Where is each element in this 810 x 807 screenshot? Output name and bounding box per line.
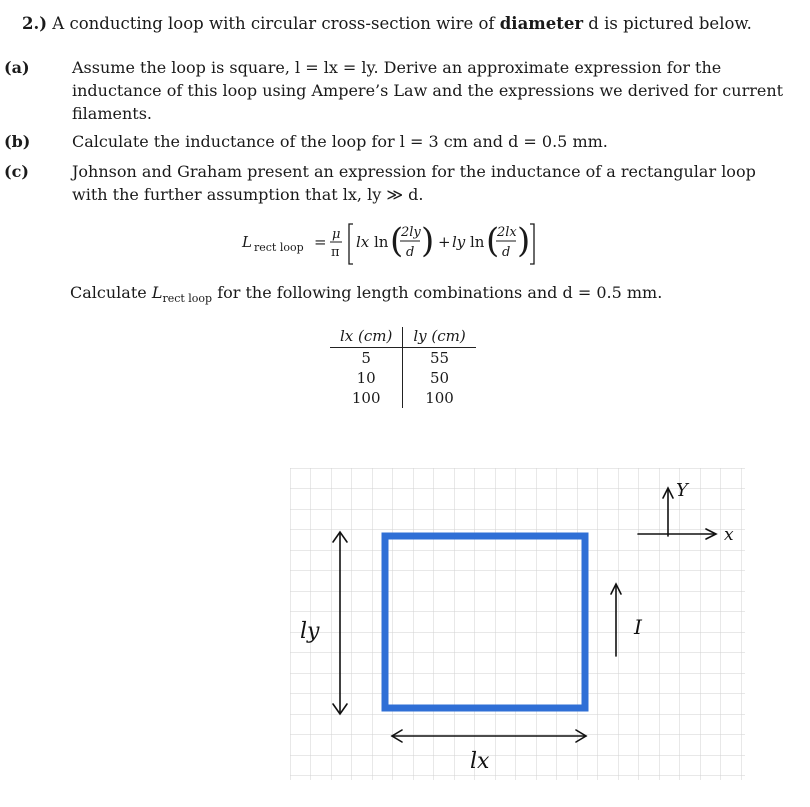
table-cell: 10 bbox=[330, 368, 403, 388]
eq-paren1-open: ( bbox=[390, 221, 404, 261]
table-cell: 100 bbox=[425, 389, 454, 407]
table-row bbox=[330, 368, 476, 388]
calc-prefix: Calculate bbox=[70, 283, 147, 302]
table-cell: 5 bbox=[330, 348, 403, 369]
length-table bbox=[330, 327, 476, 408]
table-cell: 100 bbox=[330, 388, 403, 408]
eq-lhs-sub: rect loop bbox=[254, 241, 304, 254]
eq-paren2-close: ) bbox=[517, 221, 531, 261]
problem-intro-prefix: A conducting loop with circular cross-section wire of bbox=[52, 14, 495, 33]
eq-paren2-open: ( bbox=[486, 221, 500, 261]
eq-ln2: ln bbox=[470, 233, 485, 251]
eq-frac1-num: 2ly bbox=[401, 225, 421, 240]
y-axis-label: Y bbox=[676, 480, 688, 501]
part-c bbox=[4, 160, 784, 206]
eq-term1-var: lx bbox=[356, 233, 370, 251]
problem-intro-bold: diameter bbox=[499, 14, 584, 33]
lx-label: lx bbox=[470, 749, 490, 774]
part-c-text: Johnson and Graham present an expression for the inductance of a rectangular loop with the further assumption that lx, ly ≫ d. bbox=[72, 162, 756, 204]
eq-term2-var: ly bbox=[452, 233, 466, 251]
eq-right-bracket bbox=[530, 224, 534, 264]
part-a-label: (a) bbox=[4, 58, 30, 77]
eq-left-bracket bbox=[349, 224, 353, 264]
eq-paren1-close: ) bbox=[421, 221, 435, 261]
table-header-lx: lx (cm) bbox=[330, 327, 403, 348]
part-b-label: (b) bbox=[4, 132, 31, 151]
current-label: I bbox=[634, 615, 642, 639]
eq-equals: = bbox=[314, 233, 327, 251]
table-row bbox=[330, 388, 476, 408]
inductance-equation bbox=[232, 214, 592, 270]
calc-instruction bbox=[70, 283, 662, 305]
part-a-text: Assume the loop is square, l = lx = ly. Derive an approximate expression for the inductance of this loop using Ampere’s Law and the expressions we derived for current filaments. bbox=[72, 58, 784, 123]
grid-paper bbox=[290, 468, 745, 780]
calc-L: L bbox=[151, 283, 163, 302]
table-header-ly: ly (cm) bbox=[403, 327, 476, 348]
eq-coef-den: π bbox=[331, 245, 340, 260]
eq-lhs: L bbox=[242, 233, 252, 251]
problem-number: 2.) bbox=[22, 14, 48, 33]
ly-label: ly bbox=[300, 619, 320, 644]
part-a bbox=[4, 56, 784, 125]
eq-plus: + bbox=[438, 233, 451, 251]
part-b-text: Calculate the inductance of the loop for l = 3 cm and d = 0.5 mm. bbox=[72, 132, 608, 151]
calc-L-sub: rect loop bbox=[162, 292, 213, 306]
eq-coef-num: μ bbox=[332, 227, 341, 242]
problem-intro-suffix: d is pictured below. bbox=[588, 14, 752, 33]
problem-title bbox=[22, 14, 752, 33]
part-c-label: (c) bbox=[4, 162, 29, 181]
eq-frac1-den: d bbox=[406, 245, 415, 260]
table-cell: 55 bbox=[430, 349, 450, 367]
eq-ln1: ln bbox=[374, 233, 389, 251]
part-b bbox=[4, 130, 784, 153]
table-row bbox=[330, 348, 476, 369]
calc-suffix: for the following length combinations and d = 0.5 mm. bbox=[217, 283, 663, 302]
x-axis-label: x bbox=[724, 525, 734, 545]
eq-frac2-den: d bbox=[502, 245, 511, 260]
loop-figure bbox=[290, 468, 750, 783]
table-cell: 50 bbox=[430, 369, 450, 387]
eq-frac2-num: 2lx bbox=[497, 225, 517, 240]
